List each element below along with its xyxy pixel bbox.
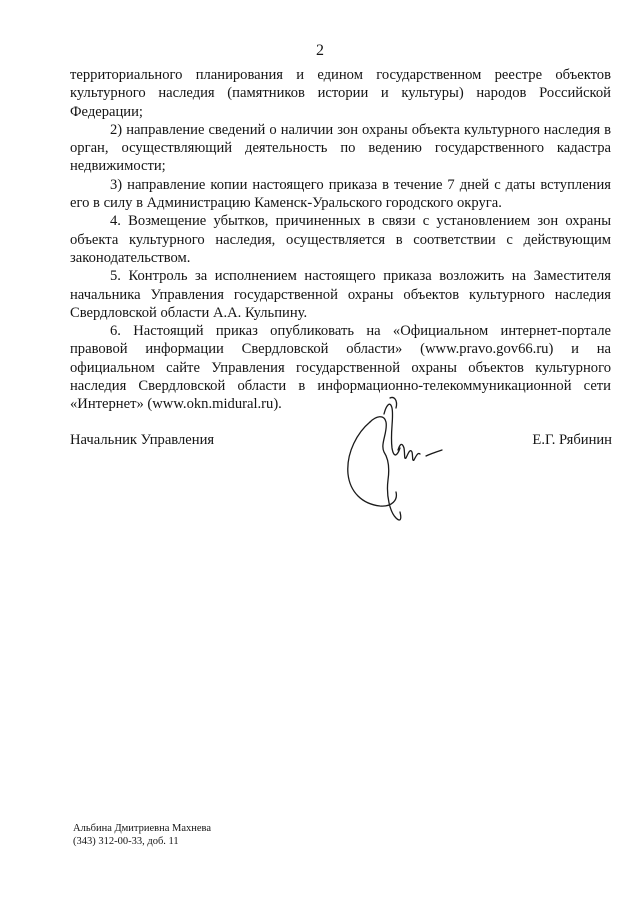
executor-info [73,822,211,848]
paragraph-point-5: 5. Контроль за исполнением настоящего приказа возложить на Заместителя начальника Управления государственной охраны объектов культурного наследия Свердловской области А.А. Кульпину. [70,268,611,321]
executor-phone: (343) 312-00-33, доб. 11 [73,836,179,847]
page-number: 2 [316,42,324,59]
paragraph-point-6: 6. Настоящий приказ опубликовать на «Официальном интернет-портале правовой информации Свердловской области» (www.pravo.gov66.ru) и на официальном сайте Управления государственной охраны объектов культурного наследия Свердловской области в информационно-телекоммуникационной сети «Интернет» (www.okn.midural.ru). [70,323,611,413]
signatory-position: Начальник Управления [70,432,215,448]
executor-name: Альбина Дмитриевна Махнева [73,823,212,834]
handwritten-signature [340,392,460,527]
paragraph-continuation: территориального планирования и едином государственном реестре объектов культурного наследия (памятников истории и культуры) народов Российской Федерации; [70,67,611,120]
document-body [70,66,611,414]
signatory-name: Е.Г. Рябинин [532,432,612,448]
paragraph-point-4: 4. Возмещение убытков, причиненных в связи с установлением зон охраны объекта культурного наследия, осуществляется в соответствии с действующим законодательством. [70,213,611,266]
paragraph-item-2: 2) направление сведений о наличии зон охраны объекта культурного наследия в орган, осуществляющий деятельность по ведению государственного кадастра недвижимости; [70,121,611,175]
paragraph-item-3: 3) направление копии настоящего приказа в течение 7 дней с даты вступления его в силу в Администрацию Каменск-Уральского городского округа. [70,176,611,212]
